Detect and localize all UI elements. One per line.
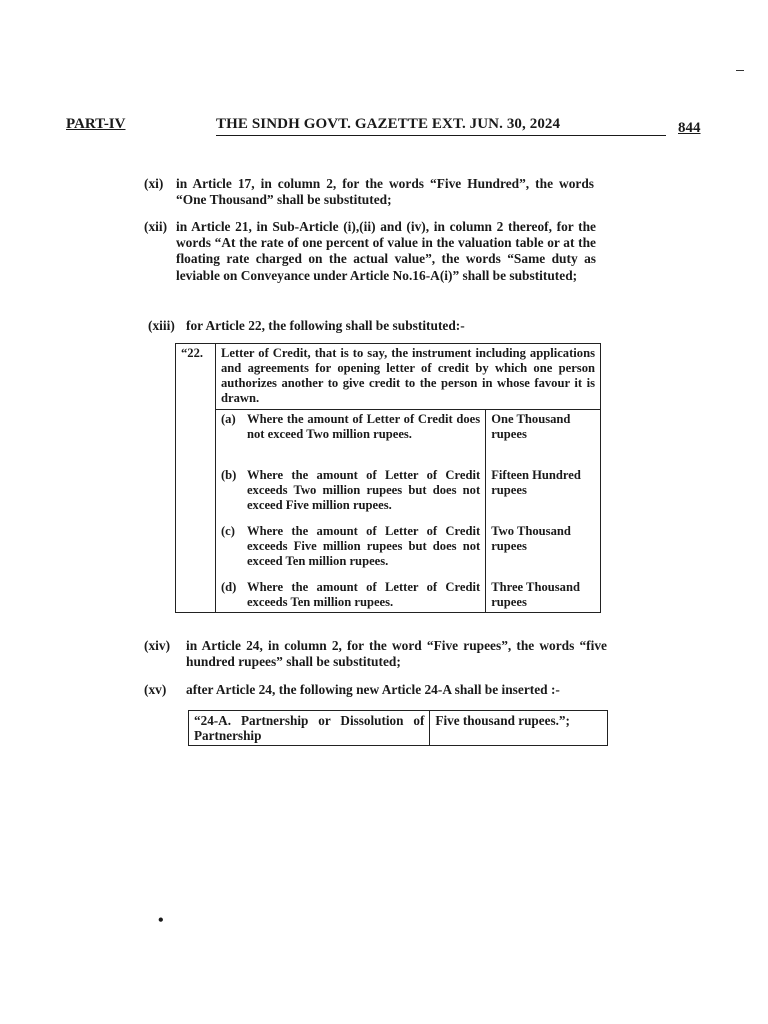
page-header xyxy=(66,114,700,136)
paragraph-text: in Article 21, in Sub-Article (i),(ii) and (iv), in column 2 thereof, for the words “At the rate of one percent of value in the valuation table or at the floating rate charged on the actual value”, the words “Same duty as leviable on Conveyance under Article No.16-A(i)” shall be substituted; xyxy=(176,219,596,283)
article-24a-duty: Five thousand rupees.”; xyxy=(435,713,570,728)
article-number-cell xyxy=(176,344,216,613)
paragraph-xii xyxy=(144,219,596,284)
article-number: “22. xyxy=(181,346,204,360)
table-row xyxy=(176,522,601,578)
article-24a-description: “24-A. Partnership or Dissolution of Partnership xyxy=(194,713,425,743)
sub-article-label: (b) xyxy=(220,468,237,482)
duty-cell xyxy=(486,522,601,578)
table-row xyxy=(176,344,601,410)
paragraph-number: (xi) xyxy=(144,176,164,191)
table-row xyxy=(189,711,608,746)
paragraph-xiv xyxy=(144,638,607,670)
sub-article-text: Where the amount of Letter of Credit exceeds Ten million rupees. xyxy=(246,580,481,609)
duty-cell xyxy=(486,466,601,522)
paragraph-text: in Article 17, in column 2, for the words “Five Hundred”, the words “One Thousand” shall be substituted; xyxy=(176,176,594,208)
paragraph-text: in Article 24, in column 2, for the word “Five rupees”, the words “five hundred rupees” shall be substituted; xyxy=(186,638,607,670)
paragraph-number: (xiii) xyxy=(148,318,175,333)
duty-amount: Two Thousand rupees xyxy=(491,524,571,553)
sub-article-label: (a) xyxy=(220,412,236,426)
article-description-cell xyxy=(215,344,600,410)
scan-mark xyxy=(736,70,744,71)
sub-article-text: Where the amount of Letter of Credit exceeds Two million rupees but does not exceed Five million rupees. xyxy=(246,468,481,512)
sub-article-label: (d) xyxy=(220,580,237,594)
page-number: 844 xyxy=(678,120,701,136)
duty-amount: Three Thousand rupees xyxy=(491,580,580,609)
paragraph-number: (xiv) xyxy=(144,638,171,653)
article-24a-table xyxy=(188,710,608,746)
article-24a-description-cell xyxy=(189,711,430,746)
duty-amount: One Thousand rupees xyxy=(491,412,571,441)
table-row xyxy=(176,466,601,522)
duty-cell xyxy=(486,410,601,467)
table-row xyxy=(176,578,601,613)
paragraph-xv xyxy=(144,682,607,698)
sub-article-cell xyxy=(215,466,485,522)
gazette-title: THE SINDH GOVT. GAZETTE EXT. JUN. 30, 2024 xyxy=(216,116,666,136)
article-description: Letter of Credit, that is to say, the instrument including applications and agreements for opening letter of credit by which one person authorizes another to give credit to the person in whose favour it is drawn. xyxy=(220,346,595,405)
article-22-table xyxy=(175,343,601,613)
sub-article-cell xyxy=(215,578,485,613)
duty-cell xyxy=(486,578,601,613)
sub-article-cell xyxy=(215,522,485,578)
paragraph-number: (xv) xyxy=(144,682,167,697)
sub-article-label: (c) xyxy=(220,524,235,538)
paragraph-number: (xii) xyxy=(144,219,168,234)
part-label: PART-IV xyxy=(66,116,126,132)
article-24a-duty-cell xyxy=(430,711,608,746)
duty-amount: Fifteen Hundred rupees xyxy=(491,468,581,497)
paragraph-text: for Article 22, the following shall be substituted:- xyxy=(186,318,465,333)
paragraph-text: after Article 24, the following new Article 24-A shall be inserted :- xyxy=(186,682,560,697)
table-row xyxy=(176,410,601,467)
sub-article-cell xyxy=(215,410,485,467)
sub-article-text: Where the amount of Letter of Credit does not exceed Two million rupees. xyxy=(246,412,481,441)
paragraph-xiii xyxy=(148,318,598,334)
paragraph-xi xyxy=(144,176,594,208)
sub-article-text: Where the amount of Letter of Credit exceeds Five million rupees but does not exceed Ten million rupees. xyxy=(246,524,481,568)
scan-mark: • xyxy=(158,912,164,929)
